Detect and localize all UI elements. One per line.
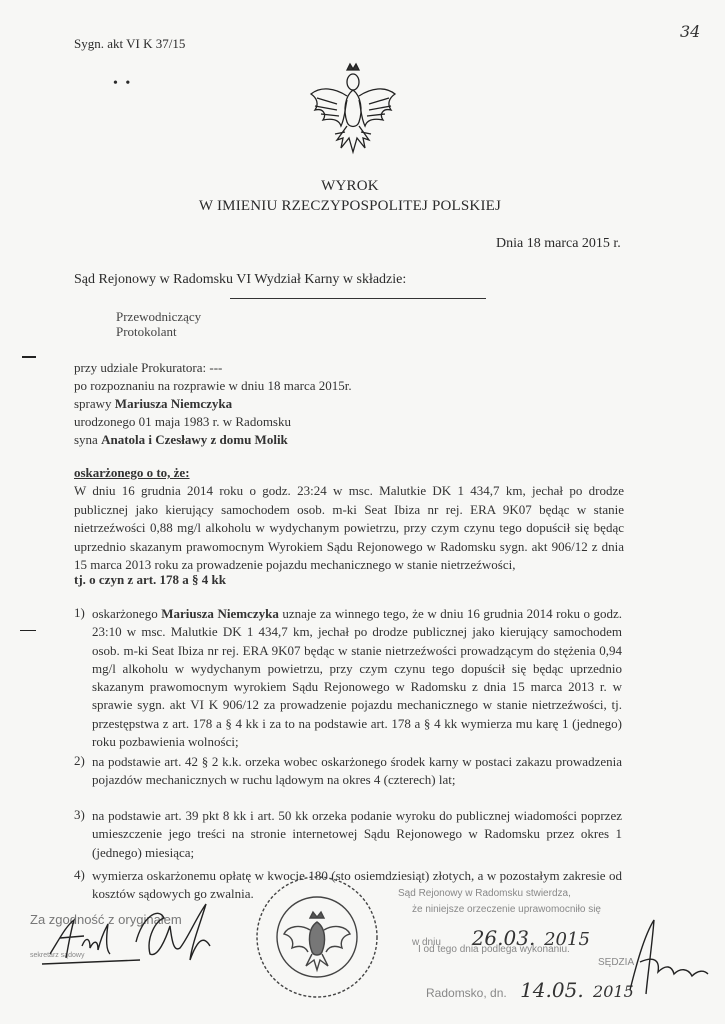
ruling-1-prefix: oskarżonego	[92, 606, 162, 621]
eagle-emblem-icon	[307, 60, 399, 158]
issue-prefix: Radomsko, dn.	[426, 986, 507, 1000]
judge-signature-icon	[610, 916, 710, 996]
hearing-line: po rozpoznaniu na rozprawie w dniu 18 marca 2015r.	[74, 378, 352, 393]
prosecutor-line: przy udziale Prokuratora: ---	[74, 360, 223, 375]
finality-prefix: w dniu	[412, 937, 441, 948]
signature-icon	[40, 898, 220, 968]
verdict-date: Dnia 18 marca 2015 r.	[496, 236, 621, 251]
court-line: Sąd Rejonowy w Radomsku VI Wydział Karny w składzie:	[74, 272, 407, 287]
accusation-article: tj. o czyn z art. 178 a § 4 kk	[74, 572, 227, 587]
ruling-1-text: uznaje za winnego tego, że w dniu 16 grudnia 2014 roku o godz. 23:10 w msc. Malutkie DK 1 434,7 km, jechał po drodze publicznej jako kierujący samochodem osob. m-ki Seat Ibiza nr rej. ERA 9K07 będąc w stanie nietrzeźwości prowadzącym do stężenia 0,94 mg/l alkoholu w wydychanym powietrzu, przy czym czynu tego dopuścił się będąc uprzednio skazanym prawomocnym wyrokiem Sądu Rejonowego w Radomsku z dnia 15 marca 2013 r. w sprawie sygn. akt VI K 906/12 za prowadzenie pojazdu mechanicznego w stanie nietrzeźwości, tj. przestępstwa z art. 178 a § 4 kk i za to na podstawie art. 178 a § 4 kk wymierza mu karę 1 (jednego) roku pozbawienia wolności;	[92, 606, 622, 750]
ruling-2: na podstawie art. 42 § 2 k.k. orzeka wobec oskarżonego środek karny w postaci zakazu prowadzenia pojazdów mechanicznych w ruchu lądowym na okres 4 (czterech) lat;	[92, 754, 622, 788]
accusation-text: W dniu 16 grudnia 2014 roku o godz. 23:24 w msc. Malutkie DK 1 434,7 km, jechał po drodze publicznej jako kierujący samochodem osob. m-ki Seat Ibiza nr rej. ERA 9K07 będąc w stanie nietrzeźwości 0,88 mg/l alkoholu w wydychanym powietrzu, przy czym czynu tego dopuścił się będąc uprzednio skazanym prawomocnym Wyrokiem Sądu Rejonowego w Radomsku sygn. akt 906/12 z dnia 15 marca 2013 roku za prowadzenie pojazdu mechanicznego w stanie nietrzeźwości,	[74, 483, 624, 572]
accusation-heading: oskarżonego o to, że:	[74, 465, 190, 480]
issue-year: 2015	[593, 982, 634, 1001]
judge-label: SĘDZIA	[598, 957, 635, 968]
issue-date: 14.05.	[520, 978, 584, 1002]
finality-stamp-line2: że niniejsze orzeczenie uprawomocniło się	[412, 904, 601, 915]
ruling-1	[92, 605, 622, 751]
margin-dots: • •	[113, 76, 133, 91]
finality-stamp-line5	[426, 978, 634, 1002]
finality-stamp-line1: Sąd Rejonowy w Radomsku stwierdza,	[398, 888, 571, 899]
finality-stamp-line4: I od tego dnia podlega wykonaniu.	[418, 944, 570, 955]
son-prefix: syna	[74, 432, 102, 447]
panel-chair: Przewodniczący	[116, 309, 202, 324]
margin-mark	[20, 630, 36, 631]
defendant-name: Mariusza Niemczyka	[114, 396, 233, 411]
panel-clerk: Protokolant	[116, 324, 177, 339]
verdict-title: WYROK	[321, 178, 379, 194]
secretary-stamp: sekretarz sądowy	[30, 952, 85, 959]
divider	[230, 298, 486, 299]
finality-year: 2015	[544, 929, 590, 950]
finality-date: 26.03.	[471, 926, 536, 950]
verdict-subtitle: W IMIENIU RZECZYPOSPOLITEJ POLSKIEJ	[198, 198, 502, 214]
ruling-number: 3)	[74, 807, 85, 822]
court-seal-icon	[252, 872, 382, 1002]
parents-names: Anatola i Czesławy z domu Molik	[101, 432, 288, 447]
ruling-number: 2)	[74, 753, 85, 768]
case-number: Sygn. akt VI K 37/15	[74, 36, 186, 51]
parents-line	[74, 431, 288, 449]
birth-line: urodzonego 01 maja 1983 r. w Radomsku	[74, 414, 291, 429]
ruling-3: na podstawie art. 39 pkt 8 kk i art. 50 kk orzeka podanie wyroku do publicznej wiadomości poprzez umieszczenie jego treści na stronie internetowej Sądu Rejonowego w Radomsku przez okres 1 (jednego) miesiąca;	[92, 808, 622, 860]
margin-mark	[22, 356, 36, 358]
page-number: 34	[680, 22, 701, 41]
matter-prefix: sprawy	[74, 396, 115, 411]
ruling-1-defendant: Mariusza Niemczyka	[161, 606, 279, 621]
certified-copy-stamp: Za zgodność z oryginałem	[30, 912, 182, 927]
ruling-number: 4)	[74, 867, 85, 882]
matter-line	[74, 395, 232, 413]
ruling-4: wymierza oskarżonemu opłatę w kwocie 180 (sto osiemdziesiąt) złotych, a w pozostałym zakresie od kosztów sądowych go zwalnia.	[92, 868, 622, 902]
ruling-number: 1)	[74, 605, 85, 620]
